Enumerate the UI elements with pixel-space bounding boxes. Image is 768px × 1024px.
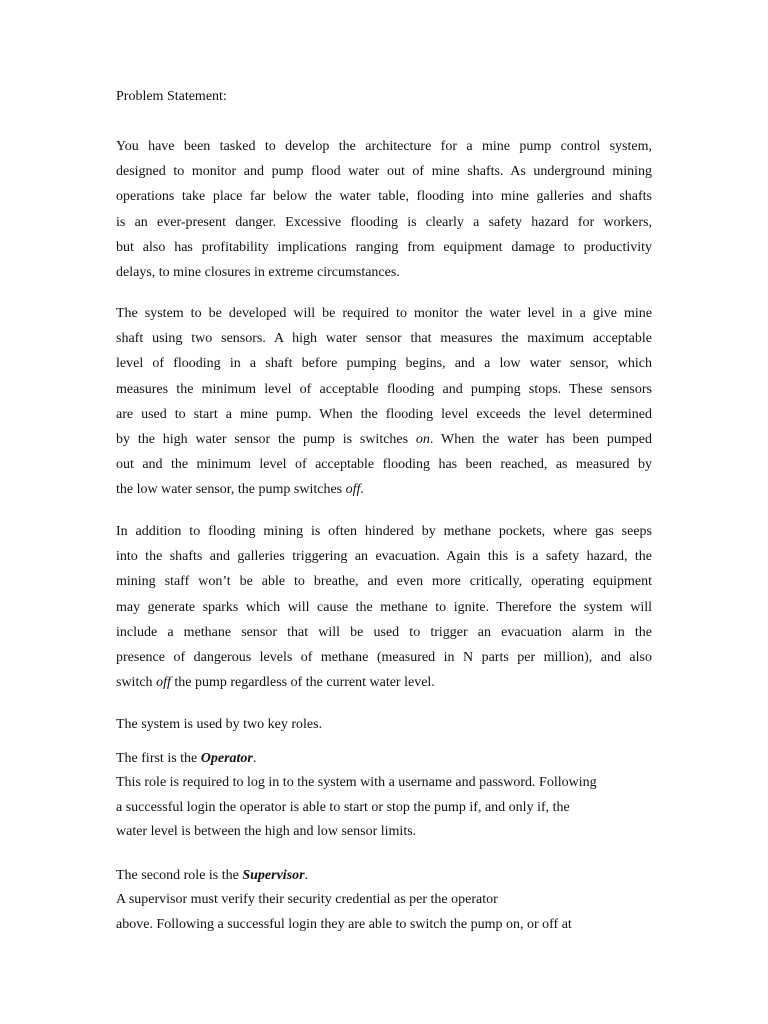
text-line: shaft using two sensors. A high water sensor that measures the maximum acceptable	[116, 331, 652, 347]
text-run: switch	[116, 675, 157, 691]
emphasis-off: off	[345, 482, 361, 498]
text-line: a successful login the operator is able to start or stop the pump if, and only if, the	[116, 799, 570, 815]
text-line	[116, 670, 652, 695]
paragraph-intro	[116, 134, 652, 285]
text-line: A supervisor must verify their security credential as per the operator	[116, 892, 498, 907]
text-line	[116, 746, 652, 771]
text-line: out and the minimum level of acceptable flooding has been reached, as measured by	[116, 457, 652, 473]
text-line: The system is used by two key roles.	[116, 717, 323, 732]
text-line: into the shafts and galleries triggering an evacuation. Again this is a safety hazard, the	[116, 549, 652, 565]
text-line	[116, 477, 652, 502]
text-run: .	[252, 751, 257, 766]
text-run: The first is the	[116, 751, 201, 766]
text-run: the low water sensor, the pump switches	[116, 482, 346, 498]
text-line: measures the minimum level of acceptable flooding and pumping stops. These sensors	[116, 381, 652, 397]
text-line: The system to be developed will be required to monitor the water level in a give mine	[116, 306, 652, 321]
text-line: include a methane sensor that will be used to trigger an evacuation alarm in the	[116, 624, 652, 640]
text-line: You have been tasked to develop the architecture for a mine pump control system,	[116, 139, 652, 154]
paragraph-supervisor-heading	[116, 863, 652, 888]
text-line: but also has profitability implications ranging from equipment damage to productivity	[116, 239, 652, 255]
text-line: operations take place far below the water table, flooding into mine galleries and shafts	[116, 189, 652, 205]
text-line: delays, to mine closures in extreme circumstances.	[116, 265, 400, 281]
text-line	[116, 427, 652, 452]
text-line	[116, 863, 652, 888]
text-run: by the high water sensor the pump is switches	[116, 432, 416, 448]
paragraph-operator-heading	[116, 746, 652, 771]
text-line: presence of dangerous levels of methane (measured in N parts per million), and also	[116, 650, 652, 666]
text-line: may generate sparks which will cause the methane to ignite. Therefore the system will	[116, 599, 652, 615]
page-title: Problem Statement:	[116, 89, 227, 104]
text-line: is an ever-present danger. Excessive flooding is clearly a safety hazard for workers,	[116, 214, 652, 230]
emphasis-on: on	[415, 432, 430, 448]
text-line: designed to monitor and pump flood water out of mine shafts. As underground mining	[116, 164, 652, 180]
paragraph-methane	[116, 519, 652, 695]
text-run: . When the water has been pumped	[429, 432, 652, 448]
text-run: .	[360, 482, 364, 498]
text-run: .	[304, 868, 309, 883]
emphasis-off: off	[156, 675, 171, 691]
paragraph-roles-intro	[116, 712, 652, 737]
text-line: This role is required to log in to the system with a username and password. Following	[116, 775, 597, 790]
text-line: In addition to flooding mining is often hindered by methane pockets, where gas seeps	[116, 524, 652, 539]
text-line: above. Following a successful login they are able to switch the pump on, or off at	[116, 916, 572, 932]
paragraph-supervisor-description	[116, 888, 652, 937]
text-line: mining staff won’t be able to breathe, and even more critically, operating equipment	[116, 574, 652, 590]
text-line: water level is between the high and low sensor limits.	[116, 824, 417, 840]
role-supervisor: Supervisor	[242, 868, 305, 883]
paragraph-water-sensors	[116, 301, 652, 503]
text-run: The second role is the	[116, 868, 243, 883]
text-line: are used to start a mine pump. When the flooding level exceeds the level determined	[116, 406, 652, 422]
text-line: level of flooding in a shaft before pumping begins, and a low water sensor, which	[116, 356, 652, 372]
role-operator: Operator	[200, 751, 253, 766]
text-run: the pump regardless of the current water level.	[170, 675, 435, 691]
paragraph-operator-description	[116, 771, 652, 845]
